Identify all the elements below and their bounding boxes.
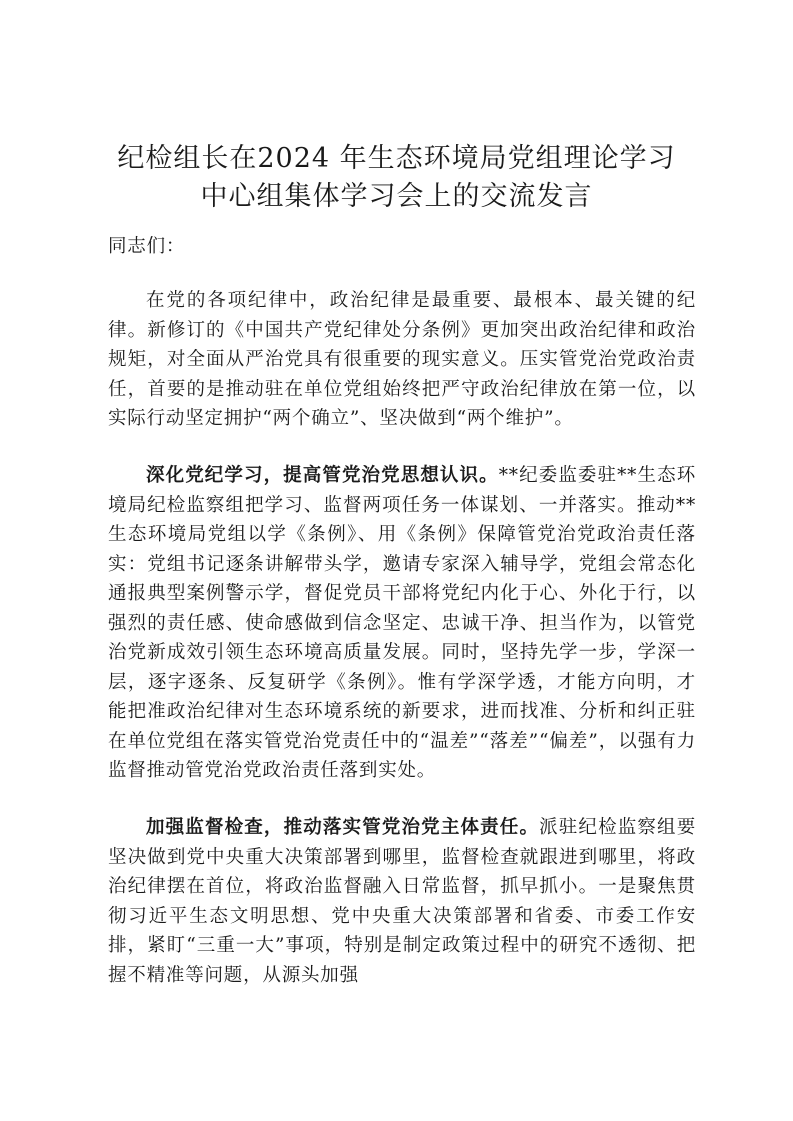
paragraph-supervision-text: 派驻纪检监察组要坚决做到党中央重大决策部署到哪里，监督检查就跟进到哪里，将政治纪律摆在首位，将政治监督融入日常监督，抓早抓小。一是聚焦贯彻习近平生态文明思想、党中央重大决策部署和省委、市委工作安排，紧盯“三重一大”事项，特别是制定政策过程中的研究不透彻、把握不精准等问题，从源头加强 <box>108 817 696 986</box>
salutation: 同志们： <box>108 236 186 257</box>
paragraph-study-text: **纪委监委驻**生态环境局纪检监察组把学习、监督两项任务一体谋划、一并落实。推动**生态环境局党组以学《条例》、用《条例》保障管党治党政治责任落实：党组书记逐条讲解带头学，邀请专家深入辅导学，党组会常态化通报典型案例警示学，督促党员干部将党纪内化于心、外化于行，以强烈的责任感、使命感做到信念坚定、忠诚干净、担当作为，以管党治党新成效引领生态环境高质量发展。同时，坚持先学一步，学深一层，逐字逐条、反复研学《条例》。惟有学深学透，才能方向明，才能把准政治纪律对生态环境系统的新要求，进而找准、分析和纠正驻在单位党组在落实管党治党责任中的“温差”“落差”“偏差”，以强有力监督推动管党治党政治责任落到实处。 <box>108 465 696 781</box>
document-title-line-2: 中心组集体学习会上的交流发言 <box>200 181 593 212</box>
document-title-line-1: 纪检组长在2024 年生态环境局党组理论学习 <box>117 143 676 174</box>
paragraph-study-lead: 深化党纪学习，提高管党治党思想认识。 <box>146 465 499 486</box>
paragraph-study <box>108 461 696 786</box>
paragraph-intro-text: 在党的各项纪律中，政治纪律是最重要、最根本、最关键的纪律。新修订的《中国共产党纪律处分条例》更加突出政治纪律和政治规矩，对全面从严治党具有很重要的现实意义。压实管党治党政治责任，首要的是推动驻在单位党组始终把严守政治纪律放在第一位，以实际行动坚定拥护“两个确立”、坚决做到“两个维护”。 <box>108 290 696 429</box>
paragraph-supervision <box>108 813 696 990</box>
paragraph-supervision-lead: 加强监督检查，推动落实管党治党主体责任。 <box>146 817 540 838</box>
paragraph-intro <box>108 286 696 434</box>
